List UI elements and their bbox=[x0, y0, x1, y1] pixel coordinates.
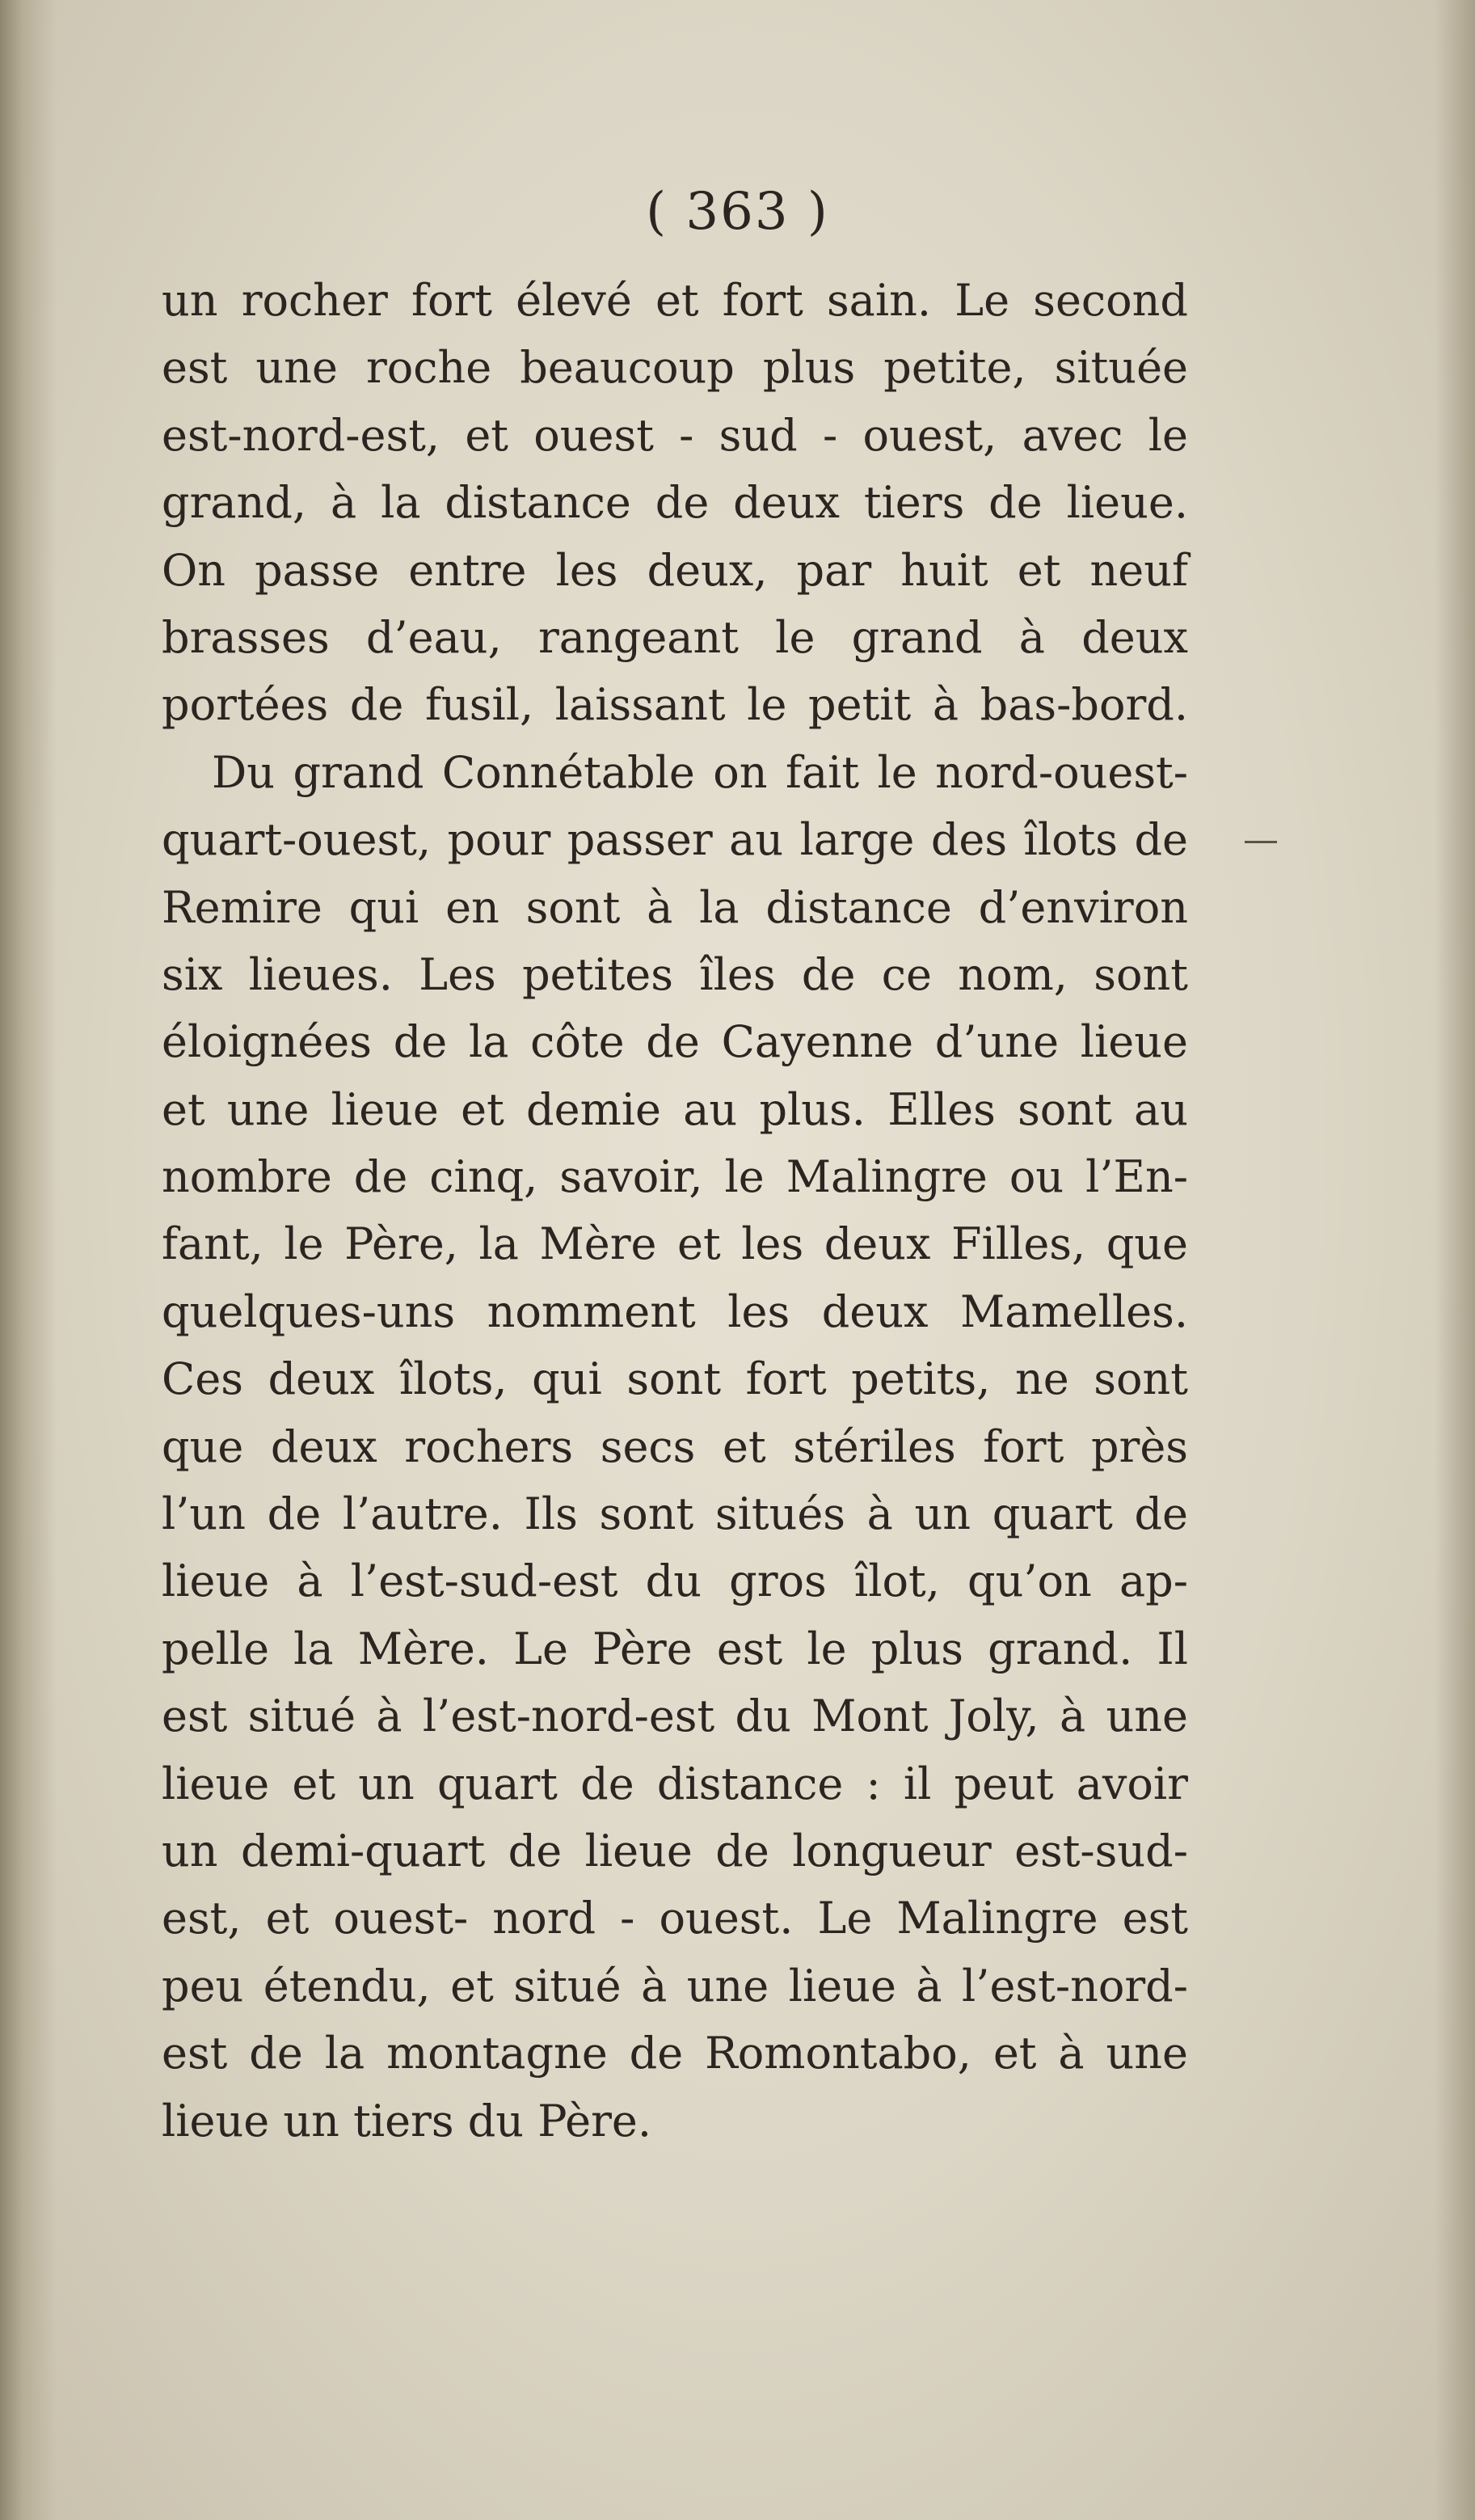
text-line: est de la montagne de Romontabo, et à une bbox=[162, 2028, 1188, 2079]
text-line: est situé à l’est-nord-est du Mont Joly, à une bbox=[162, 1691, 1188, 1742]
text-line: six lieues. Les petites îles de ce nom, sont bbox=[162, 948, 1188, 1000]
text-line: Remire qui en sont à la distance d’environ bbox=[162, 881, 1188, 933]
text-line: éloignées de la côte de Cayenne d’une lieue bbox=[162, 1016, 1188, 1068]
text-line: fant, le Père, la Mère et les deux Filles, que bbox=[162, 1218, 1188, 1270]
body-text bbox=[162, 267, 1188, 2155]
text-line: Du grand Connétable on fait le nord-ouest- bbox=[212, 746, 1188, 798]
text-line: On passe entre les deux, par huit et neuf bbox=[162, 544, 1188, 596]
text-line: et une lieue et demie au plus. Elles sont au bbox=[162, 1083, 1188, 1135]
text-line: lieue à l’est-sud-est du gros îlot, qu’on ap- bbox=[162, 1555, 1188, 1607]
text-line: que deux rochers secs et stériles fort près bbox=[162, 1420, 1188, 1472]
text-line: peu étendu, et situé à une lieue à l’est-nord- bbox=[162, 1960, 1188, 2011]
page-left-shadow bbox=[0, 0, 57, 2520]
text-line: est-nord-est, et ouest - sud - ouest, avec le bbox=[162, 409, 1188, 461]
text-line: est une roche beaucoup plus petite, située bbox=[162, 342, 1188, 394]
text-line: portées de fusil, laissant le petit à bas-bord. bbox=[162, 679, 1188, 731]
text-line: grand, à la distance de deux tiers de lieue. bbox=[162, 477, 1188, 529]
text-line: l’un de l’autre. Ils sont situés à un quart de bbox=[162, 1488, 1188, 1540]
text-line: lieue un tiers du Père. bbox=[162, 2095, 652, 2146]
text-line: un rocher fort élevé et fort sain. Le second bbox=[162, 275, 1188, 326]
text-line: un demi-quart de lieue de longueur est-sud- bbox=[162, 1825, 1188, 1876]
text-line: pelle la Mère. Le Père est le plus grand. Il bbox=[162, 1623, 1188, 1674]
text-line: est, et ouest- nord - ouest. Le Malingre est bbox=[162, 1893, 1188, 1944]
text-line: quart-ouest, pour passer au large des îlots de bbox=[162, 814, 1188, 866]
text-line: brasses d’eau, rangeant le grand à deux bbox=[162, 611, 1188, 663]
text-line: Ces deux îlots, qui sont fort petits, ne sont bbox=[162, 1353, 1188, 1405]
margin-dash-mark bbox=[1245, 841, 1277, 843]
text-line: lieue et un quart de distance : il peut avoir bbox=[162, 1758, 1188, 1809]
page-number: ( 363 ) bbox=[646, 182, 829, 242]
page-right-shadow bbox=[1435, 0, 1475, 2520]
text-line: nombre de cinq, savoir, le Malingre ou l’En- bbox=[162, 1151, 1188, 1203]
text-line: quelques-uns nomment les deux Mamelles. bbox=[162, 1285, 1188, 1337]
